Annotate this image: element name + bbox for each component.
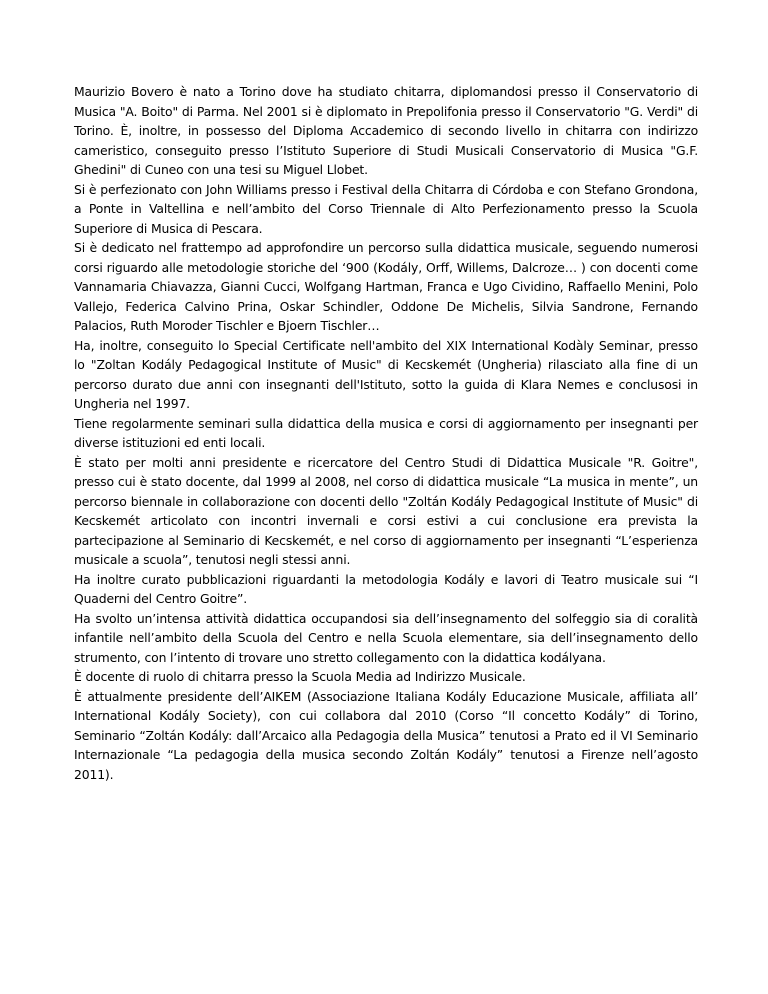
paragraph-perfezionamento: Si è perfezionato con John Williams presso i Festival della Chitarra di Córdoba e con Stefano Grondona, a Ponte in Valtellina e nell’ambito del Corso Triennale di Alto Perfezionamento presso la Scuola Superiore di Musica di Pescara.	[74, 181, 698, 236]
paragraph-aikem: È attualmente presidente dell’AIKEM (Associazione Italiana Kodály Educazione Musicale, affiliata all’ International Kodály Society), con cui collabora dal 2010 (Corso “Il concetto Kodály” di Torino, Seminario “Zoltán Kodály: dall’Arcaico alla Pedagogia della Musica” tenutosi a Prato ed il VI Seminario Internazionale “La pedagogia della musica secondo Zoltán Kodály” tenutosi a Firenze nell’agosto 2011).	[74, 688, 698, 782]
paragraph-certificate: Ha, inoltre, conseguito lo Special Certificate nell'ambito del XIX International Kodàly Seminar, presso lo "Zoltan Kodály Pedagogical Institute of Music" di Kecskemét (Ungheria) rilasciato alla fine di un percorso durato due anni con insegnanti dell'Istituto, sotto la guida di Klara Nemes e conclusosi in Ungheria nel 1997.	[74, 337, 698, 411]
paragraph-seminari: Tiene regolarmente seminari sulla didattica della musica e corsi di aggiornamento per insegnanti per diverse istituzioni ed enti locali.	[74, 415, 698, 450]
paragraph-docente: È docente di ruolo di chitarra presso la Scuola Media ad Indirizzo Musicale.	[74, 669, 526, 684]
paragraph-centro-studi: È stato per molti anni presidente e ricercatore del Centro Studi di Didattica Musicale "R. Goitre", presso cui è stato docente, dal 1999 al 2008, nel corso di didattica musicale “La musica in mente”, un percorso biennale in collaborazione con docenti dello "Zoltán Kodály Pedagogical Institute of Music" di Kecskemét articolato con incontri invernali e corsi estivi a cui conclusione era prevista la partecipazione al Seminario di Kecskemét, e nel corso di aggiornamento per insegnanti “L’esperienza musicale a scuola”, tenutosi negli stessi anni.	[74, 454, 698, 567]
paragraph-didattica: Si è dedicato nel frattempo ad approfondire un percorso sulla didattica musicale, seguendo numerosi corsi riguardo alle metodologie storiche del ‘900 (Kodály, Orff, Willems, Dalcroze… ) con docenti come Vannamaria Chiavazza, Gianni Cucci, Wolfgang Hartman, Franca e Ugo Cividino, Raffaello Menini, Polo Vallejo, Federica Calvino Prina, Oskar Schindler, Oddone De Michelis, Silvia Sandrone, Fernando Palacios, Ruth Moroder Tischler e Bjoern Tischler…	[74, 240, 698, 333]
paragraph-pubblicazioni: Ha inoltre curato pubblicazioni riguardanti la metodologia Kodály e lavori di Teatro musicale sui “I Quaderni del Centro Goitre”.	[74, 571, 698, 606]
document-body	[74, 82, 698, 784]
paragraph-education: Maurizio Bovero è nato a Torino dove ha studiato chitarra, diplomandosi presso il Conservatorio di Musica "A. Boito" di Parma. Nel 2001 si è diplomato in Prepolifonia presso il Conservatorio "G. Verdi" di Torino. È, inoltre, in possesso del Diploma Accademico di secondo livello in chitarra con indirizzo cameristico, conseguito presso l’Istituto Superiore di Studi Musicali Conservatorio di Musica "G.F. Ghedini" di Cuneo con una tesi su Miguel Llobet.	[74, 84, 698, 177]
paragraph-attivita: Ha svolto un’intensa attività didattica occupandosi sia dell’insegnamento del solfeggio sia di coralità infantile nell’ambito della Scuola del Centro e nella Scuola elementare, sia dell’insegnamento dello strumento, con l’intento di trovare uno stretto collegamento con la didattica kodályana.	[74, 610, 698, 665]
